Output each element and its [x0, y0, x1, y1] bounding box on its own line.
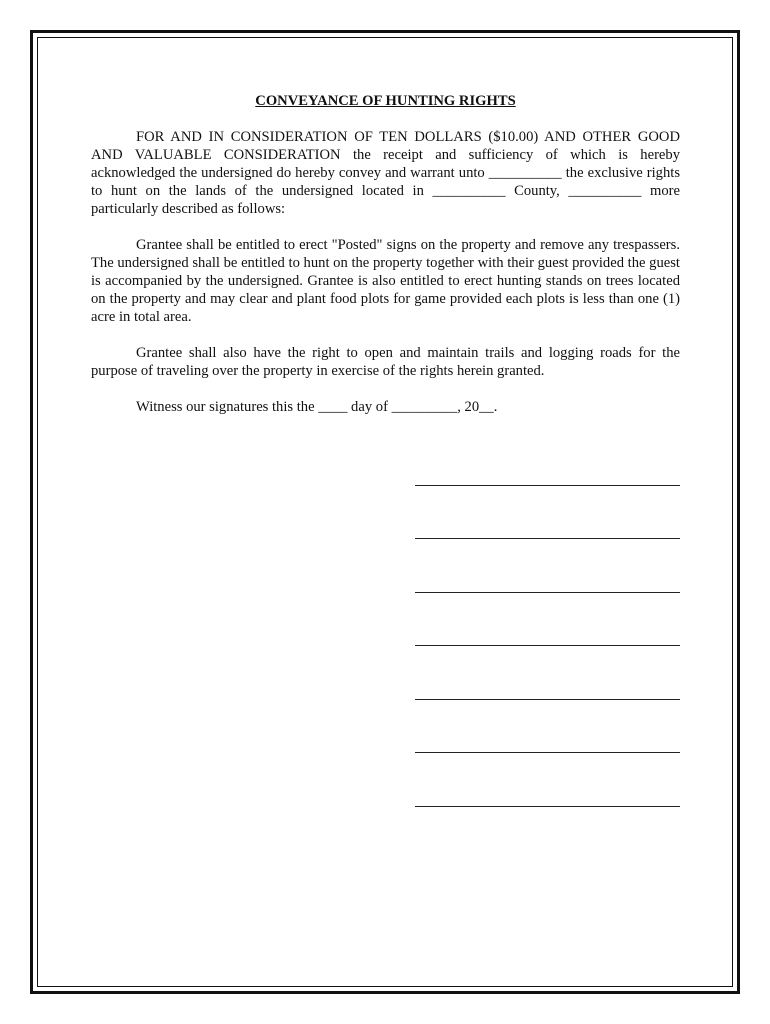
- signature-line[interactable]: [415, 699, 680, 700]
- document-body: [91, 92, 680, 416]
- signature-line[interactable]: [415, 645, 680, 646]
- posted-signs-paragraph: Grantee shall be entitled to erect "Posted" signs on the property and remove any trespassers. The undersigned shall be entitled to hunt on the property together with their guest provided the guest is accompanied by the undersigned. Grantee is also entitled to erect hunting stands on trees located on the property and may clear and plant food plots for game provided each plots is less than one (1) acre in total area.: [91, 237, 680, 325]
- document-title: CONVEYANCE OF HUNTING RIGHTS: [255, 93, 516, 109]
- signature-line[interactable]: [415, 538, 680, 539]
- signature-line[interactable]: [415, 592, 680, 593]
- signature-line[interactable]: [415, 806, 680, 807]
- consideration-paragraph: FOR AND IN CONSIDERATION OF TEN DOLLARS ($10.00) AND OTHER GOOD AND VALUABLE CONSIDERATION the receipt and sufficiency of which is hereby acknowledged the undersigned do hereby convey and warrant unto __________ the exclusive rights to hunt on the lands of the undersigned located in __________ County, __________ more particularly described as follows:: [91, 129, 680, 217]
- witness-line: Witness our signatures this the ____ day of _________, 20__.: [136, 399, 498, 415]
- trails-paragraph: Grantee shall also have the right to open and maintain trails and logging roads for the purpose of traveling over the property in exercise of the rights herein granted.: [91, 345, 680, 379]
- signature-line[interactable]: [415, 752, 680, 753]
- signature-line[interactable]: [415, 485, 680, 486]
